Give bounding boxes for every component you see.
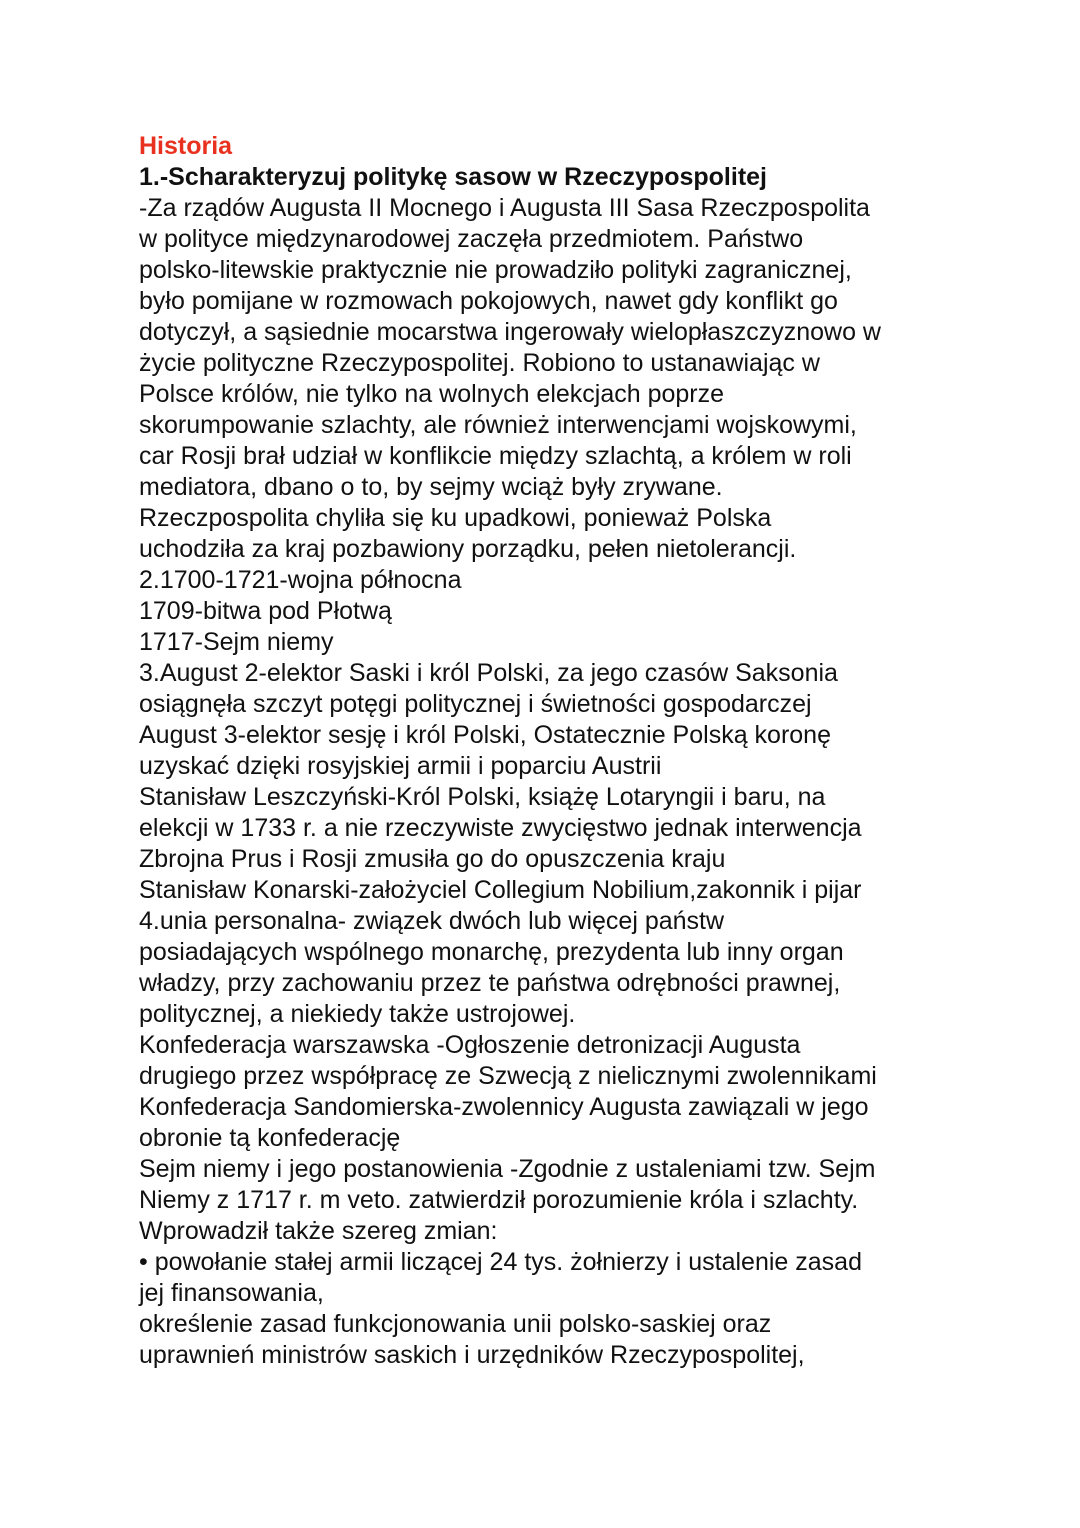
text-line: elekcji w 1733 r. a nie rzeczywiste zwycięstwo jednak interwencja xyxy=(139,814,862,842)
text-line: uchodziła za kraj pozbawiony porządku, pełen nietolerancji. xyxy=(139,535,797,563)
text-line: uprawnień ministrów saskich i urzędników Rzeczypospolitej, xyxy=(139,1341,805,1369)
text-line: posiadających wspólnego monarchę, prezydenta lub inny organ xyxy=(139,938,844,966)
text-line: Konfederacja warszawska -Ogłoszenie detronizacji Augusta xyxy=(139,1031,801,1059)
text-line: Stanisław Leszczyński-Król Polski, książę Lotaryngii i baru, na xyxy=(139,783,826,811)
body-text xyxy=(139,193,1019,1371)
text-line: 4.unia personalna- związek dwóch lub więcej państw xyxy=(139,907,725,935)
text-line: car Rosji brał udział w konflikcie między szlachtą, a królem w roli xyxy=(139,442,852,470)
text-line: Stanisław Konarski-założyciel Collegium Nobilium,zakonnik i pijar xyxy=(139,876,862,904)
text-line: obronie tą konfederację xyxy=(139,1124,401,1152)
text-line: w polityce międzynarodowej zaczęła przedmiotem. Państwo xyxy=(139,225,804,253)
text-line: 1709-bitwa pod Płotwą xyxy=(139,597,392,625)
text-line: Rzeczpospolita chyliła się ku upadkowi, ponieważ Polska xyxy=(139,504,772,532)
text-line: Zbrojna Prus i Rosji zmusiła go do opuszczenia kraju xyxy=(139,845,726,873)
text-line: -Za rządów Augusta II Mocnego i Augusta III Sasa Rzeczpospolita xyxy=(139,194,870,222)
section-title: Historia xyxy=(139,132,233,160)
text-line: skorumpowanie szlachty, ale również interwencjami wojskowymi, xyxy=(139,411,857,439)
text-line: życie polityczne Rzeczypospolitej. Robiono to ustanawiając w xyxy=(139,349,820,377)
text-line: mediatora, dbano o to, by sejmy wciąż były zrywane. xyxy=(139,473,723,501)
text-line: polsko-litewskie praktycznie nie prowadziło polityki zagranicznej, xyxy=(139,256,852,284)
text-line: 1717-Sejm niemy xyxy=(139,628,334,656)
text-line: było pomijane w rozmowach pokojowych, nawet gdy konflikt go xyxy=(139,287,838,315)
text-line: uzyskać dzięki rosyjskiej armii i poparciu Austrii xyxy=(139,752,662,780)
text-line: dotyczył, a sąsiednie mocarstwa ingerowały wielopłaszczyznowo w xyxy=(139,318,881,346)
text-line: Wprowadził także szereg zmian: xyxy=(139,1217,498,1245)
text-line: osiągnęła szczyt potęgi politycznej i świetności gospodarczej xyxy=(139,690,812,718)
text-line: August 3-elektor sesję i król Polski, Ostatecznie Polską koronę xyxy=(139,721,831,749)
text-line: 3.August 2-elektor Saski i król Polski, za jego czasów Saksonia xyxy=(139,659,838,687)
text-line: Niemy z 1717 r. m veto. zatwierdził porozumienie króla i szlachty. xyxy=(139,1186,859,1214)
text-line: jej finansowania, xyxy=(139,1279,324,1307)
question-heading: 1.-Scharakteryzuj politykę sasow w Rzeczypospolitej xyxy=(139,163,767,191)
text-line: określenie zasad funkcjonowania unii polsko-saskiej oraz xyxy=(139,1310,772,1338)
text-line: Konfederacja Sandomierska-zwolennicy Augusta zawiązali w jego xyxy=(139,1093,869,1121)
text-line: politycznej, a niekiedy także ustrojowej. xyxy=(139,1000,576,1028)
list-item: • powołanie stałej armii liczącej 24 tys. żołnierzy i ustalenie zasad xyxy=(139,1248,862,1276)
document-page xyxy=(139,131,1019,1371)
text-line: Polsce królów, nie tylko na wolnych elekcjach poprze xyxy=(139,380,725,408)
text-line: władzy, przy zachowaniu przez te państwa odrębności prawnej, xyxy=(139,969,841,997)
text-line: 2.1700-1721-wojna północna xyxy=(139,566,462,594)
text-line: drugiego przez współpracę ze Szwecją z nielicznymi zwolennikami xyxy=(139,1062,877,1090)
text-line: Sejm niemy i jego postanowienia -Zgodnie z ustaleniami tzw. Sejm xyxy=(139,1155,876,1183)
